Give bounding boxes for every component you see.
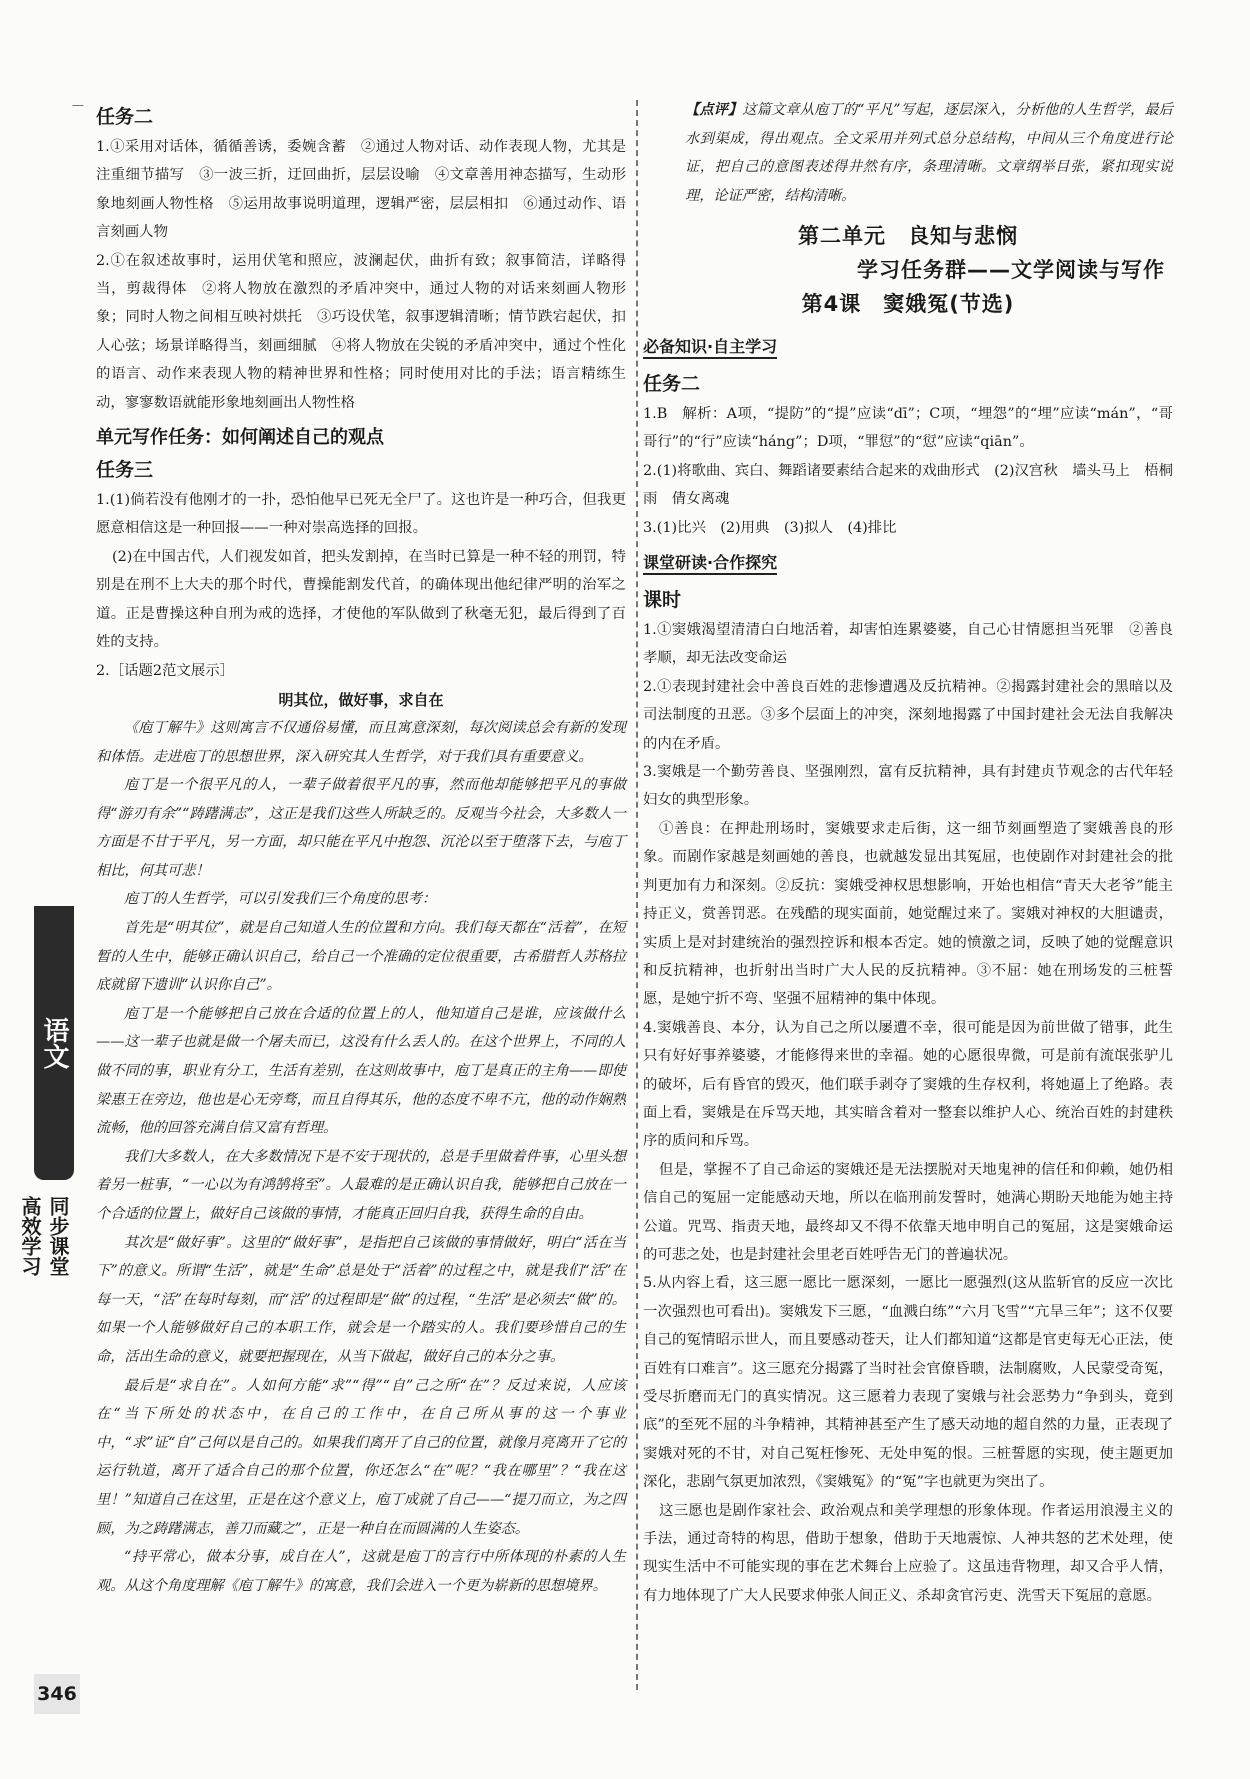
writing-task-heading: 单元写作任务：如何阐述自己的观点 [96, 427, 384, 449]
essay-paragraph: 最后是“求自在”。人如何方能“求”“得”“自”己之所“在”？反过来说，人应该在“当下所处的状态中，在自己的工作中，在自己所从事的这一个事业中，“求”证“自”己何以是自己的。如果我们离开了自己的位置，就像月亮离开了它的运行轨道，离开了适合自己的那个位置，你还怎么“在”呢？“我在哪里”？“我在这里！”知道自己在这里，正是在这个意义上，庖丁成就了自己——“提刀而立，为之四顾，为之踌躇满志，善刀而藏之”，正是一种自在而圆满的人生姿态。 [96, 1377, 626, 1537]
series-line-2: 高效学习 [18, 1196, 42, 1276]
essay-title: 明其位，做好事，求自在 [278, 690, 444, 709]
answer-item: 2.①表现封建社会中善良百姓的悲惨遭遇及反抗精神。②揭露封建社会的黑暗以及司法制度的丑恶。③多个层面上的冲突，深刻地揭露了中国封建社会无法自我解决的内在矛盾。 [643, 678, 1173, 752]
task2-answer-2: 2.(1)将歌曲、宾白、舞蹈诸要素结合起来的戏曲形式 (2)汉宫秋 墙头马上 梧桐雨 倩女离魂 [643, 462, 1173, 508]
column-divider [636, 100, 638, 1690]
answer-item: 4.窦娥善良、本分，认为自己之所以屡遭不幸，很可能是因为前世做了错事，此生只有好好事养婆婆，才能修得来世的幸福。她的心愿很卑微，可是前有流氓张驴儿的破坏，后有昏官的毁灭，他们联手剥夺了窦娥的生存权利，将她逼上了绝路。表面上看，窦娥是在斥骂天地，其实暗含着对一整套以维护人心、统治百姓的封建秩序的质问和斥骂。 [643, 1019, 1173, 1150]
section-heading-classroom: 课堂研读·合作探究 [643, 550, 777, 575]
subject-tab: 语文 [34, 906, 74, 1180]
margin-mark: — [72, 98, 84, 112]
essay-paragraph: 庖丁是一个很平凡的人，一辈子做着很平凡的事，然而他却能够把平凡的事做得“游刃有余”“踌躇满志”，这正是我们这些人所缺乏的。反观当今社会，大多数人一方面是不甘于平凡，另一方面，却只能在平凡中抱怨、沉沦以至于堕落下去，与庖丁相比，何其可悲！ [96, 777, 626, 879]
essay-paragraph: 庖丁是一个能够把自己放在合适的位置上的人，他知道自己是谁，应该做什么——这一辈子也就是做一个屠夫而已，这没有什么丢人的。在这个世界上，不同的人做不同的事，职业有分工，生活有差别，在这则故事中，庖丁是真正的主角——即使梁惠王在旁边，他也是心无旁骛，而且自得其乐，他的态度不卑不亢，他的动作娴熟流畅，他的回答充满自信又富有哲理。 [96, 1005, 626, 1137]
essay-paragraph: 首先是“明其位”，就是自己知道人生的位置和方向。我们每天都在“活着”，在短暂的人生中，能够正确认识自己，给自己一个准确的定位很重要，古希腊哲人苏格拉底就留下遗训“认识你自己”。 [96, 920, 626, 994]
section-heading-knowledge: 必备知识·自主学习 [643, 334, 777, 359]
series-line-1: 同步课堂 [46, 1196, 70, 1276]
task2-item-2: 2.①在叙述故事时，运用伏笔和照应，波澜起伏，曲折有致；叙事简洁，详略得当，剪裁得体 ②将人物放在激烈的矛盾冲突中，通过人物的对话来刻画人物形象；同时人物之间相互映衬烘托 ③巧设伏笔，叙事逻辑清晰；情节跌宕起伏，扣人心弦；场景详略得当，刻画细腻 ④将人物放在尖锐的矛盾冲突中，通过个性化的语言、动作来表现人物的精神世界和性格；同时使用对比的手法；语言精练生动，寥寥数语就能形象地刻画出人物性格 [96, 252, 626, 411]
comment-block [685, 96, 1173, 210]
answer-item: 这三愿也是剧作家社会、政治观点和美学理想的形象体现。作者运用浪漫主义的手法，通过奇特的构思，借助于想象，借助于天地震惊、人神共怒的艺术处理，使现实生活中不可能实现的事在艺术舞台上应验了。这虽违背物理，却又合乎人情，有力地体现了广大人民要求伸张人间正义、杀却贪官污吏、洗雪天下冤屈的意愿。 [643, 1502, 1173, 1604]
comment-label: 【点评】 [685, 102, 743, 118]
right-column [643, 96, 1173, 1610]
task2-heading-left: 任务二 [96, 106, 154, 128]
task2-answer-3: 3.(1)比兴 (2)用典 (3)拟人 (4)排比 [643, 519, 897, 536]
task3-item-1a: 1.(1)倘若没有他刚才的一扑，恐怕他早已死无全尸了。这也许是一种巧合，但我更愿意相信这是一种回报——一种对崇高选择的回报。 [96, 492, 626, 537]
essay-paragraph: 我们大多数人，在大多数情况下是不安于现状的，总是手里做着件事，心里头想着另一桩事，“一心以为有鸿鹄将至”。人最难的是正确认识自我，能够把自己放在一个合适的位置上，做好自己该做的事情，才能真正回归自我，获得生命的自由。 [96, 1148, 626, 1222]
lesson-time-heading: 课时 [643, 589, 682, 612]
comment-text: 这篇文章从庖丁的“平凡”写起，逐层深入，分析他的人生哲学，最后水到渠成，得出观点。全文采用并列式总分总结构，中间从三个角度进行论证，把自己的意图表述得井然有序，条理清晰。文章纲举目张，紧扣现实说理，论证严密，结构清晰。 [685, 102, 1173, 204]
lesson-title: 第4课 窦娥冤(节选) [801, 292, 1015, 316]
task3-item-1b: (2)在中国古代，人们视发如首，把头发割掉，在当时已算是一种不轻的刑罚，特别是在刑不上大夫的那个时代，曹操能割发代首，的确体现出他纪律严明的治军之道。正是曹操这种自刑为戒的选择，才使他的军队做到了秋毫无犯，最后得到了百姓的支持。 [96, 548, 626, 651]
series-label [18, 1196, 72, 1290]
answer-item: ①善良：在押赴刑场时，窦娥要求走后街，这一细节刻画塑造了窦娥善良的形象。而剧作家越是刻画她的善良，也就越发显出其冤屈，也使剧作对封建社会的批判更加有力和深刻。②反抗：窦娥受神权思想影响，开始也相信“青天大老爷”能主持正义，赏善罚恶。在残酷的现实面前，她觉醒过来了。窦娥对神权的大胆谴责，实质上是对封建统治的强烈控诉和根本否定。她的愤激之词，反映了她的觉醒意识和反抗精神，也折射出当时广大人民的反抗精神。③不屈：她在刑场发的三桩誓愿，是她宁折不弯、坚强不屈精神的集中体现。 [643, 820, 1173, 1008]
answer-item: 3.窦娥是一个勤劳善良、坚强刚烈，富有反抗精神，具有封建贞节观念的古代年轻妇女的典型形象。 [643, 764, 1173, 809]
left-column [96, 96, 626, 1600]
task2-heading-right: 任务二 [643, 373, 701, 395]
unit-title: 第二单元 良知与悲悯 [798, 224, 1018, 248]
answer-item: 5.从内容上看，这三愿一愿比一愿深刻，一愿比一愿强烈(这从监斩官的反应一次比一次强烈也可看出)。窦娥发下三愿，“血溅白练”“六月飞雪”“亢旱三年”；这不仅要自己的冤情昭示世人，而且要感动苍天，让人们都知道“这都是官吏每无心正法，使百姓有口难言”。这三愿充分揭露了当时社会官僚昏聩，法制腐败，人民蒙受奇冤，受尽折磨而无门的真实情况。这三愿着力表现了窦娥与社会恶势力“争到头，竟到底”的至死不屈的斗争精神，其精神甚至产生了感天动地的超自然的力量，正表现了窦娥对死的不甘，对自己冤枉惨死、无处申冤的恨。三桩誓愿的实现，使主题更加深化，悲剧气氛更加浓烈，《窦娥冤》的“冤”字也就更为突出了。 [643, 1275, 1173, 1491]
essay-paragraph: 其次是“做好事”。这里的“做好事”，是指把自己该做的事情做好，明白“活在当下”的意义。所谓“生活”，就是“生命”总是处于“活着”的过程之中，就是我们“活”在每一天，“活”在每时每刻，而“活”的过程即是“做”的过程，“生活”是必须去“做”的。如果一个人能够做好自己的本职工作，就会是一个踏实的人。我们要珍惜自己的生命，活出生命的意义，就要把握现在，从当下做起，做好自己的本分之事。 [96, 1234, 626, 1365]
essay-paragraph: 《庖丁解牛》这则寓言不仅通俗易懂，而且寓意深刻，每次阅读总会有新的发现和体悟。走进庖丁的思想世界，深入研究其人生哲学，对于我们具有重要意义。 [96, 719, 626, 765]
answer-item: 1.①窦娥渴望清清白白地活着，却害怕连累婆婆，自己心甘情愿担当死罪 ②善良孝顺，却无法改变命运 [643, 622, 1173, 667]
essay-paragraph: “持平常心，做本分事，成自在人”，这就是庖丁的言行中所体现的朴素的人生观。从这个角度理解《庖丁解牛》的寓意，我们会进入一个更为崭新的思想境界。 [96, 1549, 626, 1594]
page-number: 346 [34, 1674, 80, 1714]
task-group-title: 学习任务群——文学阅读与写作 [857, 258, 1165, 282]
task3-item-2-label: 2.［话题2范文展示］ [96, 662, 235, 679]
essay-paragraph: 庖丁的人生哲学，可以引发我们三个角度的思考： [124, 891, 437, 908]
task3-heading: 任务三 [96, 459, 154, 482]
task2-item-1: 1.①采用对话体，循循善诱，委婉含蓄 ②通过人物对话、动作表现人物，尤其是注重细节描写 ③一波三折，迂回曲折，层层设喻 ④文章善用神态描写，生动形象地刻画人物性格 ⑤运用故事说明道理，逻辑严密，层层相扣 ⑥通过动作、语言刻画人物 [96, 139, 626, 241]
answer-item: 但是，掌握不了自己命运的窦娥还是无法摆脱对天地鬼神的信任和仰赖，她仍相信自己的冤屈一定能感动天地，所以在临刑前发誓时，她满心期盼天地能为她主持公道。咒骂、指责天地，最终却又不得不依靠天地申明自己的冤屈，这是窦娥命运的可悲之处，也是封建社会里老百姓呼告无门的普遍状况。 [643, 1161, 1173, 1263]
task2-answer-1: 1.B 解析：A项，“提防”的“提”应读“dī”；C项，“埋怨”的“埋”应读“mán”，“哥哥行”的“行”应读“háng”；D项，“罪愆”的“愆”应读“qiān”。 [643, 406, 1173, 451]
